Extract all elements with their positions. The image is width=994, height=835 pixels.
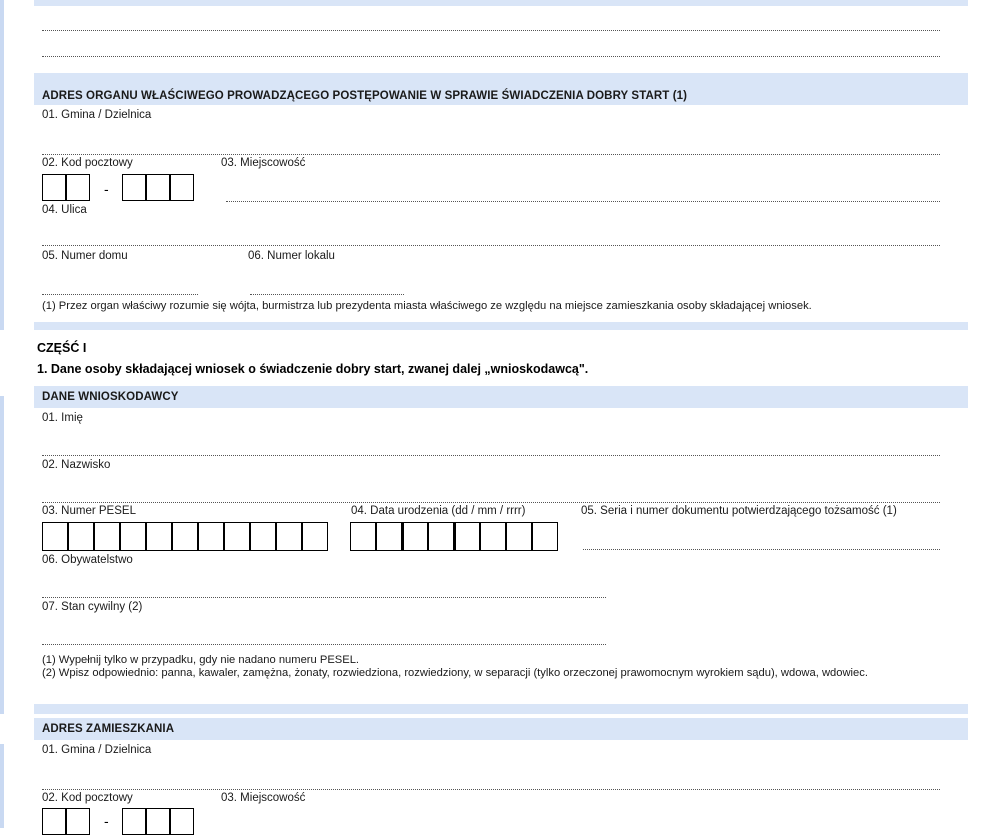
nazwisko-label: 02. Nazwisko (42, 459, 111, 471)
section-title-organ-address: ADRES ORGANU WŁAŚCIWEGO PROWADZĄCEGO POSTĘPOWANIE W SPRAWIE ŚWIADCZENIA DOBRY START (1) (42, 90, 688, 102)
residence-gmina-label: 01. Gmina / Dzielnica (42, 744, 152, 756)
numer-domu-field[interactable] (42, 294, 198, 295)
section-title-residence: ADRES ZAMIESZKANIA (42, 723, 175, 735)
residence-postal-code-dash: - (104, 813, 109, 829)
obywatelstwo-field[interactable] (42, 597, 606, 598)
residence-postal-code-box[interactable] (42, 808, 66, 835)
pesel-digit-box[interactable] (42, 522, 68, 551)
birth-date-digit-box[interactable] (350, 522, 376, 551)
gmina-field[interactable] (42, 154, 940, 155)
imie-label: 01. Imię (42, 412, 83, 424)
postal-code-box[interactable] (42, 174, 66, 201)
left-accent-bar (0, 0, 4, 330)
birth-date-digit-box[interactable] (506, 522, 532, 551)
pesel-digit-box[interactable] (198, 522, 224, 551)
ulica-label: 04. Ulica (42, 204, 87, 216)
kod-pocztowy-label: 02. Kod pocztowy (42, 157, 133, 169)
miejscowosc-field[interactable] (226, 201, 940, 202)
numer-domu-label: 05. Numer domu (42, 250, 128, 262)
pesel-digit-box[interactable] (224, 522, 250, 551)
left-accent-bar (0, 396, 4, 714)
organ-footnote: (1) Przez organ właściwy rozumie się wójta, burmistrza lub prezydenta miasta właściwego ze względu na miejsce zamieszkania osoby składającej wniosek. (42, 300, 812, 312)
postal-code-dash: - (104, 181, 109, 197)
residence-postal-code-box[interactable] (146, 808, 170, 835)
pesel-digit-box[interactable] (120, 522, 146, 551)
postal-code-box[interactable] (66, 174, 90, 201)
numer-lokalu-label: 06. Numer lokalu (248, 250, 335, 262)
dokument-field[interactable] (583, 549, 940, 550)
applicant-footnote-2: (2) Wpisz odpowiednio: panna, kawaler, zamężna, żonaty, rozwiedziona, rozwiedziony, w separacji (tylko orzeczonej prawomocnym wyrokiem sądu), wdowa, wdowiec. (42, 667, 868, 679)
section-title-applicant: DANE WNIOSKODAWCY (42, 391, 179, 403)
residence-gmina-field[interactable] (42, 789, 940, 790)
fill-line[interactable] (42, 30, 940, 31)
residence-postal-code-box[interactable] (66, 808, 90, 835)
postal-code-box[interactable] (170, 174, 194, 201)
data-urodzenia-label: 04. Data urodzenia (dd / mm / rrrr) (351, 505, 526, 517)
birth-date-digit-box[interactable] (428, 522, 454, 551)
pesel-digit-box[interactable] (250, 522, 276, 551)
left-accent-bar (0, 744, 4, 828)
birth-date-digit-box[interactable] (532, 522, 558, 551)
birth-date-digit-box[interactable] (480, 522, 506, 551)
pesel-label: 03. Numer PESEL (42, 505, 136, 517)
section-band-top (34, 0, 968, 6)
postal-code-box[interactable] (146, 174, 170, 201)
pesel-digit-box[interactable] (302, 522, 328, 551)
residence-postal-code-box[interactable] (122, 808, 146, 835)
stan-cywilny-label: 07. Stan cywilny (2) (42, 601, 143, 613)
birth-date-digit-box[interactable] (376, 522, 402, 551)
pesel-digit-box[interactable] (276, 522, 302, 551)
numer-lokalu-field[interactable] (250, 294, 404, 295)
imie-field[interactable] (42, 455, 940, 456)
pesel-digit-box[interactable] (94, 522, 120, 551)
obywatelstwo-label: 06. Obywatelstwo (42, 554, 133, 566)
nazwisko-field[interactable] (42, 502, 940, 503)
residence-miejscowosc-label: 03. Miejscowość (221, 792, 306, 804)
applicant-footnote-1: (1) Wypełnij tylko w przypadku, gdy nie nadano numeru PESEL. (42, 654, 360, 666)
pesel-digit-box[interactable] (146, 522, 172, 551)
fill-line[interactable] (42, 56, 940, 57)
stan-cywilny-field[interactable] (42, 644, 606, 645)
residence-kod-label: 02. Kod pocztowy (42, 792, 133, 804)
dokument-label: 05. Seria i numer dokumentu potwierdzającego tożsamość (1) (581, 505, 897, 517)
part-subheading: 1. Dane osoby składającej wniosek o świadczenie dobry start, zwanej dalej „wnioskodawcą". (37, 362, 589, 376)
miejscowosc-label: 03. Miejscowość (221, 157, 306, 169)
birth-date-digit-box[interactable] (402, 522, 428, 551)
pesel-digit-box[interactable] (68, 522, 94, 551)
gmina-label: 01. Gmina / Dzielnica (42, 109, 152, 121)
pesel-digit-box[interactable] (172, 522, 198, 551)
birth-date-digit-box[interactable] (454, 522, 480, 551)
part-heading: CZĘŚĆ I (37, 341, 87, 355)
ulica-field[interactable] (42, 245, 940, 246)
section-band-bottom (34, 322, 968, 330)
section-band-bottom (34, 704, 968, 714)
postal-code-box[interactable] (122, 174, 146, 201)
residence-postal-code-box[interactable] (170, 808, 194, 835)
